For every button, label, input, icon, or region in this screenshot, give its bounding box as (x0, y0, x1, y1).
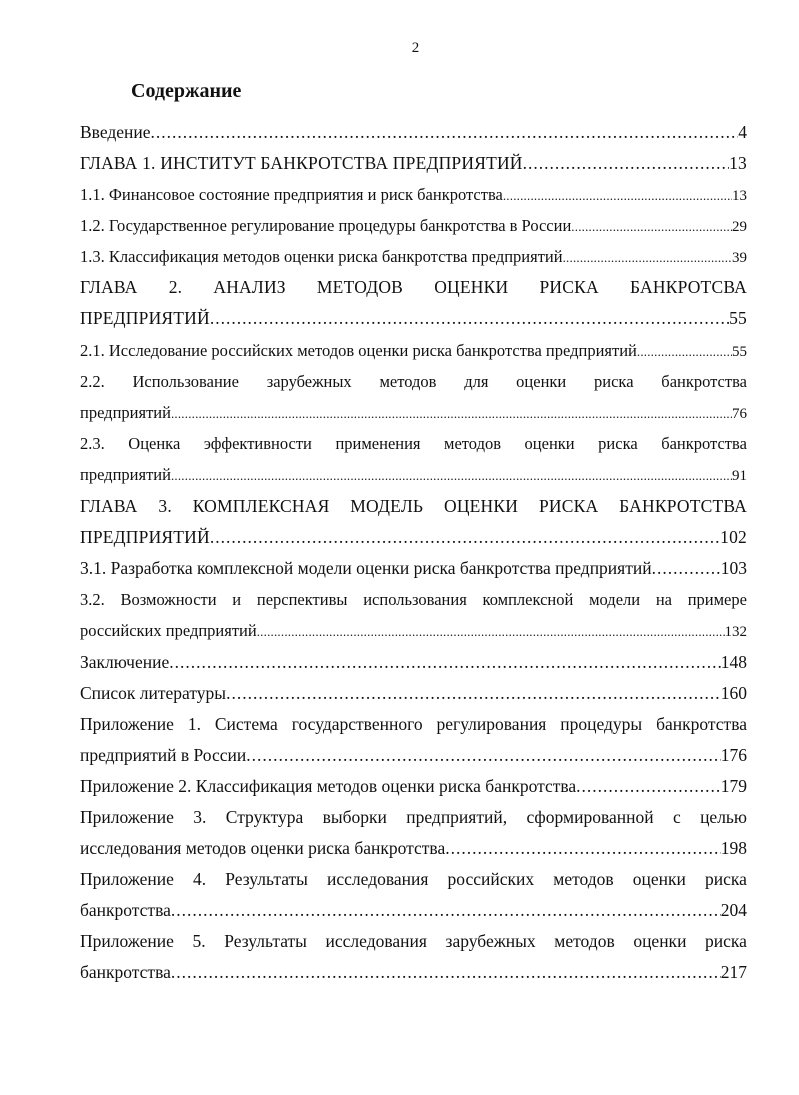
toc-entry (80, 647, 747, 678)
toc-entry-text: Введение (80, 122, 151, 142)
toc-page-number: 55 (729, 308, 747, 328)
dot-leader (257, 616, 725, 647)
toc-word: оценки (633, 931, 687, 951)
toc-entry-line (80, 117, 747, 148)
toc-word: Структура (225, 807, 304, 827)
toc-page-number: 102 (720, 527, 747, 547)
toc-entry (80, 335, 747, 366)
toc-entry-first-line (80, 491, 747, 522)
dot-leader (652, 553, 721, 584)
toc-entry-last-line (80, 895, 747, 926)
toc-entry (80, 148, 747, 179)
toc-entry-text: предприятий (80, 403, 171, 422)
toc-word: сформированной (526, 807, 654, 827)
toc-word: БАНКРОТСВА (630, 277, 747, 297)
toc-entry-last-line (80, 522, 747, 553)
toc-word: методов (444, 434, 502, 453)
toc-word: ГЛАВА (80, 496, 138, 516)
toc-entry-text: российских предприятий (80, 621, 257, 640)
toc-word: риска (594, 372, 634, 391)
toc-entry-first-line (80, 272, 747, 303)
toc-word: на (655, 590, 672, 609)
toc-page-number: 132 (724, 624, 747, 640)
toc-word: целью (700, 807, 747, 827)
toc-entry-first-line (80, 428, 747, 459)
toc-word: оценки (516, 372, 567, 391)
toc-page-number: 4 (738, 122, 747, 142)
toc-entry-last-line (80, 615, 747, 646)
toc-entry-text: исследования методов оценки риска банкротства (80, 838, 446, 858)
toc-page-number: 13 (732, 188, 747, 204)
toc-word: БАНКРОТСТВА (619, 496, 747, 516)
dot-leader (169, 647, 721, 678)
toc-word: АНАЛИЗ (213, 277, 286, 297)
toc-entry (80, 584, 747, 646)
toc-entry-last-line (80, 957, 747, 988)
toc-word: Приложение (80, 714, 174, 734)
toc-word: Система (214, 714, 278, 734)
toc-word: 2.2. (80, 372, 105, 391)
toc-word: методов (553, 869, 614, 889)
toc-entry-text: ГЛАВА 1. ИНСТИТУТ БАНКРОТСТВА ПРЕДПРИЯТИЙ (80, 153, 523, 173)
toc-entry (80, 366, 747, 428)
toc-entry (80, 678, 747, 709)
toc-word: модели (589, 590, 641, 609)
toc-word: примере (687, 590, 747, 609)
toc-entry-last-line (80, 833, 747, 864)
toc-page-number: 148 (720, 652, 747, 672)
toc-entry-text: банкротства (80, 962, 171, 982)
toc-entry-last-line (80, 459, 747, 490)
toc-word: банкротства (661, 372, 747, 391)
toc-entry-text: Приложение 2. Классификация методов оценки риска банкротства (80, 776, 577, 796)
toc-entry (80, 553, 747, 584)
toc-word: Использование (132, 372, 239, 391)
dot-leader (576, 771, 721, 802)
toc-word: КОМПЛЕКСНАЯ (192, 496, 330, 516)
dot-leader (210, 303, 729, 334)
toc-entry-last-line (80, 303, 747, 334)
toc-entry (80, 802, 747, 864)
toc-word: использования (363, 590, 467, 609)
toc-word: 3. (158, 496, 172, 516)
toc-word: эффективности (203, 434, 312, 453)
dot-leader (246, 740, 721, 771)
toc-word: РИСКА (539, 277, 599, 297)
toc-page-number: 204 (720, 900, 747, 920)
toc-word: Возможности (120, 590, 217, 609)
toc-word: 3.2. (80, 590, 105, 609)
dot-leader (210, 522, 720, 553)
page-number: 2 (411, 40, 420, 56)
toc-entry-first-line (80, 802, 747, 833)
toc-word: 5. (192, 931, 206, 951)
toc-word: оценки (524, 434, 575, 453)
toc-page-number: 179 (720, 776, 747, 796)
dot-leader (171, 460, 732, 491)
toc-word: исследования (327, 869, 429, 889)
toc-word: ОЦЕНКИ (443, 496, 519, 516)
toc-page-number: 176 (720, 745, 747, 765)
toc-word: государственного (291, 714, 423, 734)
toc-word: и (232, 590, 242, 609)
toc-entry-line (80, 148, 747, 179)
toc-word: Оценка (128, 434, 181, 453)
toc-entry-first-line (80, 584, 747, 615)
toc-word: банкротства (656, 714, 747, 734)
toc-entry (80, 272, 747, 334)
toc-entry-first-line (80, 864, 747, 895)
toc-entry (80, 709, 747, 771)
toc-word: предприятий, (406, 807, 508, 827)
dot-leader (637, 336, 732, 367)
toc-word: Результаты (224, 931, 307, 951)
toc-word: Приложение (80, 869, 174, 889)
toc-entry-line (80, 179, 747, 210)
toc-entry (80, 864, 747, 926)
toc-word: РИСКА (538, 496, 599, 516)
toc-page-number: 76 (732, 406, 747, 422)
toc-word: 2.3. (80, 434, 105, 453)
dot-leader (445, 833, 721, 864)
toc-entry-text: 1.2. Государственное регулирование процедуры банкротства в России (80, 216, 572, 235)
toc-page-number: 198 (720, 838, 747, 858)
toc-word: процедуры (560, 714, 643, 734)
toc-word: риска (705, 869, 747, 889)
toc-entry-text: 3.1. Разработка комплексной модели оценки риска банкротства предприятий (80, 558, 652, 578)
toc-entry-text: Список литературы (80, 683, 227, 703)
toc-entry-last-line (80, 740, 747, 771)
toc-entry-text: предприятий в России (80, 745, 247, 765)
toc-entry-line (80, 241, 747, 272)
toc-entry (80, 210, 747, 241)
dot-leader (171, 895, 721, 926)
toc-page-number: 217 (720, 962, 747, 982)
toc-entry-text: ПРЕДПРИЯТИЙ (80, 527, 210, 547)
toc-page-number: 13 (729, 153, 747, 173)
toc-entry-line (80, 210, 747, 241)
toc-page-number: 55 (732, 344, 747, 360)
toc-word: зарубежных (445, 931, 536, 951)
toc-word: риска (705, 931, 747, 951)
toc-entry-text: 2.1. Исследование российских методов оценки риска банкротства предприятий (80, 341, 637, 360)
toc-word: Результаты (225, 869, 308, 889)
toc-word: перспективы (256, 590, 348, 609)
toc-page-number: 160 (720, 683, 747, 703)
toc-word: применения (335, 434, 421, 453)
toc-word: Приложение (80, 931, 174, 951)
toc-word: исследования (325, 931, 427, 951)
toc-entry-line (80, 771, 747, 802)
dot-leader (503, 180, 732, 211)
toc-word: ГЛАВА (80, 277, 138, 297)
toc-word: банкротства (661, 434, 747, 453)
toc-word: 2. (168, 277, 183, 297)
toc-entry-line (80, 335, 747, 366)
dot-leader (151, 117, 739, 148)
toc-entry-last-line (80, 397, 747, 428)
toc-word: регулирования (436, 714, 547, 734)
toc-entry (80, 117, 747, 148)
toc-title: Содержание (131, 80, 242, 102)
toc-word: 1. (187, 714, 201, 734)
toc-entry (80, 428, 747, 490)
toc-entry (80, 491, 747, 553)
toc-entry-line (80, 553, 747, 584)
dot-leader (563, 242, 732, 273)
toc-entry-text: предприятий (80, 465, 171, 484)
toc-entry-line (80, 647, 747, 678)
toc-entry (80, 926, 747, 988)
toc-entry-text: ПРЕДПРИЯТИЙ (80, 308, 210, 328)
toc-word: зарубежных (266, 372, 352, 391)
toc-page-number: 103 (720, 558, 747, 578)
toc-word: 3. (193, 807, 207, 827)
toc-page-number: 91 (732, 468, 747, 484)
toc-word: с (672, 807, 681, 827)
toc-word: для (464, 372, 489, 391)
dot-leader (523, 148, 729, 179)
toc-word: МЕТОДОВ (316, 277, 404, 297)
toc-entry-first-line (80, 926, 747, 957)
dot-leader (171, 957, 721, 988)
toc-page-number: 39 (732, 250, 747, 266)
dot-leader (171, 398, 732, 429)
toc-word: оценки (632, 869, 686, 889)
toc-entry-text: банкротства (80, 900, 171, 920)
dot-leader (226, 678, 721, 709)
toc-word: комплексной (482, 590, 574, 609)
toc-entry-line (80, 678, 747, 709)
toc-word: ОЦЕНКИ (434, 277, 509, 297)
toc-word: 4. (193, 869, 207, 889)
toc-entry-first-line (80, 366, 747, 397)
toc-entry-text: Заключение (80, 652, 170, 672)
toc-entry-text: 1.1. Финансовое состояние предприятия и риск банкротства (80, 185, 503, 204)
toc-entry-first-line (80, 709, 747, 740)
toc-word: выборки (322, 807, 387, 827)
toc-word: методов (554, 931, 615, 951)
toc-word: Приложение (80, 807, 174, 827)
toc-word: риска (598, 434, 638, 453)
toc-entry (80, 241, 747, 272)
toc-page-number: 29 (732, 219, 747, 235)
toc-entry-text: 1.3. Классификация методов оценки риска банкротства предприятий (80, 247, 563, 266)
toc-word: методов (379, 372, 437, 391)
toc-word: российских (447, 869, 535, 889)
toc-word: МОДЕЛЬ (350, 496, 424, 516)
toc-entry (80, 179, 747, 210)
dot-leader (571, 211, 732, 242)
toc-entry (80, 771, 747, 802)
